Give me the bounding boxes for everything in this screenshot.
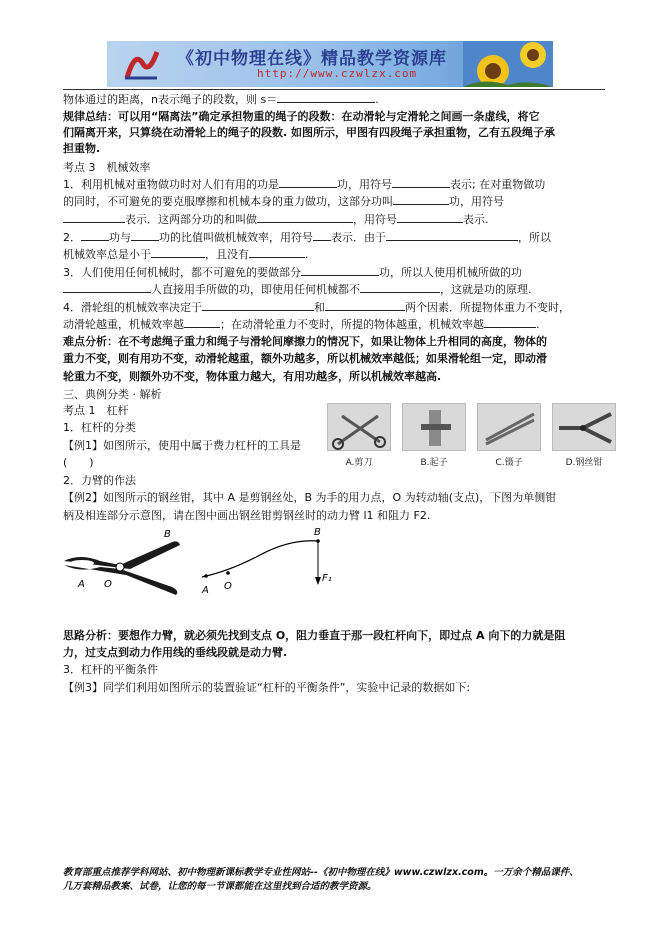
- text-line: 2．力臂的作法: [63, 474, 136, 487]
- label-o2: O: [224, 581, 232, 592]
- text-line: 动滑轮越重，机械效率越 ；在动滑轮重力不变时，所提的物体越重，机械效率越 .: [63, 318, 540, 331]
- text-line: 力，过支点到动力作用线的垂线段就是动力臂.: [63, 646, 288, 659]
- text-line: 重力不变，则有用功不变，动滑轮越重，额外功越多，所以机械效率越低；如果滑轮组一定，即动滑: [63, 352, 547, 365]
- text-line: ( ): [63, 456, 94, 469]
- text-line: 柄及相连部分示意图，请在图中画出钢丝钳剪钢丝时的动力臂 l1 和阻力 F2.: [63, 509, 431, 522]
- section-heading: 三、典例分类 · 解析: [63, 388, 162, 401]
- tool-caption: D.钢丝钳: [565, 458, 603, 468]
- text-line: 物体通过的距离，n表示绳子的段数，则 s＝ .: [63, 93, 379, 106]
- text-line: 1．杠杆的分类: [63, 421, 136, 434]
- text-line: 表示．这两部分功的和叫做 ，用符号 表示.: [63, 212, 489, 227]
- tools-figure: [327, 403, 617, 473]
- section-heading: 考点 3 机械效率: [63, 161, 151, 174]
- text-line: 难点分析：在不考虑绳子重力和绳子与滑轮间摩擦力的情况下，如果让物体上升相同的高度，物体的: [63, 335, 547, 348]
- text-line: 【例1】如图所示，使用中属于费力杠杆的工具是: [63, 439, 301, 452]
- wire-pliers-image: [552, 403, 616, 451]
- banner-url[interactable]: http://www.czwlzx.com: [257, 67, 418, 80]
- label-a: A: [78, 579, 85, 590]
- text-line: 轮重力不变，则额外功不变，物体重力越大，有用功越多，所以机械效率越高.: [63, 370, 442, 383]
- footer-line: 几万套精品教案、试卷，让您的每一节课都能在这里找到合适的教学资源。: [63, 881, 377, 892]
- text-line: 【例2】如图所示的钢丝钳，其中 A 是剪钢丝处，B 为手的用力点，O 为转动轴(支点)，下图为单侧钳: [63, 491, 557, 504]
- section-heading: 考点 1 杠杆: [63, 404, 129, 417]
- page-footer: [63, 866, 608, 894]
- banner-title: 《初中物理在线》精品教学资源库: [177, 49, 447, 69]
- text-line: 规律总结：可以用“隔离法”确定承担物重的绳子的段数：在动滑轮与定滑轮之间画一条虚线，将它: [63, 110, 540, 123]
- sunflower-icon: [463, 41, 553, 87]
- label-b: B: [164, 529, 171, 540]
- tweezers-image: [477, 403, 541, 451]
- text-line: 机械效率总是小于 ，且没有 .: [63, 248, 309, 261]
- text-line: 1．利用机械对重物做功时对人们有用的功是 功，用符号 表示; 在对重物做功: [63, 178, 546, 191]
- text-line: 的同时，不可避免的要克服摩擦和机械本身的重力做功，这部分功叫 功，用符号: [63, 195, 504, 208]
- text-line: 2． 功与 功的比值叫做机械效率，用符号 表示．由于 ，所以: [63, 231, 551, 244]
- header-rule: [63, 89, 605, 90]
- text-line: 思路分析：要想作力臂，就必须先找到支点 O，阻力垂直于那一段杠杆向下，即过点 A 向下的力就是阻: [63, 629, 566, 642]
- scissors-image: [327, 403, 391, 451]
- text-line: 4．滑轮组的机械效率决定于 和 两个因素．所提物体重力不变时，: [63, 301, 570, 314]
- label-f1: F₁: [322, 573, 332, 584]
- text-line: 们隔离开来，只算绕在动滑轮上的绳子的段数. 如图所示，甲图有四段绳子承担重物，乙有五段绳子承: [63, 126, 556, 139]
- tool-caption: C.镊子: [495, 458, 523, 468]
- text-line: 3．人们使用任何机械时，都不可避免的要做部分 功，所以人使用机械所做的功: [63, 266, 522, 279]
- label-a2: A: [202, 585, 209, 596]
- tool-caption: B.起子: [420, 458, 448, 468]
- header-banner: [107, 41, 553, 87]
- bottle-opener-image: [402, 403, 466, 451]
- pliers-diagram: [60, 525, 350, 605]
- text-line: 担重物.: [63, 142, 101, 155]
- footer-line: 教育部重点推荐学科网站、初中物理新课标教学专业性网站--《初中物理在线》www.czwlzx.com。一万余个精品课件、: [63, 867, 579, 878]
- label-b2: B: [314, 527, 321, 538]
- text-line: 人直接用手所做的功，即使用任何机械都不 ，这就是功的原理.: [63, 282, 532, 297]
- text-line: 【例3】同学们利用如图所示的装置验证“杠杆的平衡条件”，实验中记录的数据如下:: [63, 681, 471, 694]
- site-logo-icon: [121, 44, 161, 84]
- tool-caption: A.剪刀: [345, 458, 373, 468]
- text-line: 3．杠杆的平衡条件: [63, 663, 158, 676]
- label-o: O: [104, 579, 112, 590]
